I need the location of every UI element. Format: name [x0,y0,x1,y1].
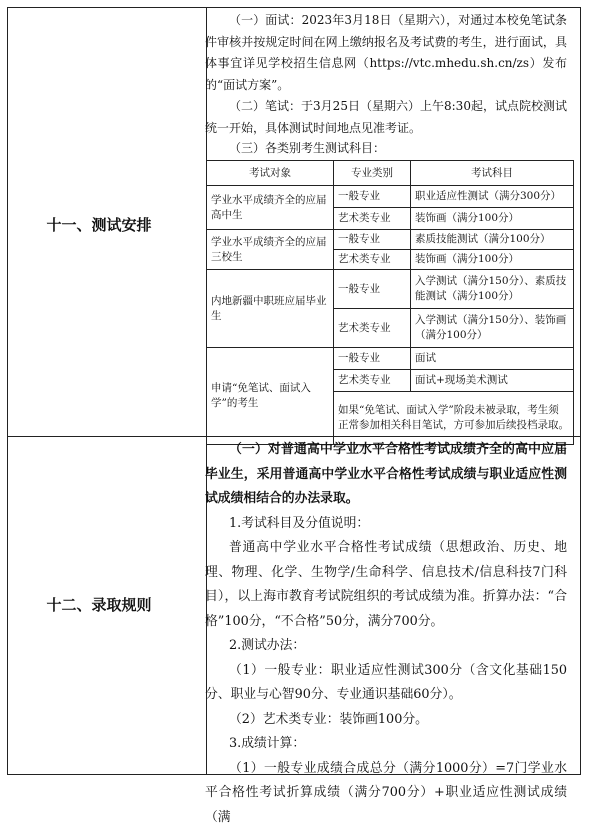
category-cell: 艺术类专业 [334,250,411,270]
subject-cell: 面试 [411,348,574,370]
table-row [207,348,574,370]
category-cell: 一般专业 [334,270,411,309]
rule-item: 2.测试办法： [205,634,567,659]
category-cell: 一般专业 [334,186,411,208]
subject-cell: 装饰画（满分100分） [411,250,574,270]
interview-paragraph: （一）面试：2023年3月18日（星期六），对通过本校免笔试条件审核并按规定时间在网上缴纳报名及考试费的考生，进行面试，具体事宜详见学校招生信息网（https://vtc.mhedu.sh.cn/zs）发布的“面试方案”。 [205,10,567,96]
target-cell: 内地新疆中职班应届毕业生 [207,270,334,348]
subject-cell: 素质技能测试（满分100分） [411,230,574,250]
rule-item: 普通高中学业水平合格性考试成绩（思想政治、历史、地理、物理、化学、生物学/生命科学、信息技术/信息科技7门科目），以上海市教育考试院组织的考试成绩为准。折算办法：“合格”100分，“不合格”50分，满分700分。 [205,536,567,634]
rule-item: 3.成绩计算： [205,732,567,757]
table-header-row [207,161,574,186]
target-cell: 申请“免笔试、面试入学”的考生 [207,348,334,445]
section-label-test-arrangement: 十一、测试安排 [0,214,198,235]
subject-cell: 入学测试（满分150分）、素质技能测试（满分100分） [411,270,574,309]
rule-item: 1.考试科目及分值说明： [205,512,567,537]
target-cell: 学业水平成绩齐全的应届三校生 [207,230,334,270]
test-arrangement-content [205,10,567,157]
admission-intro: （一）对普通高中学业水平合格性考试成绩齐全的高中应届毕业生，采用普通高中学业水平合格性考试成绩与职业适应性测试成绩相结合的办法录取。 [205,438,567,512]
section-label-admission-rules: 十二、录取规则 [0,594,198,615]
category-cell: 艺术类专业 [334,370,411,392]
table-row [207,230,574,250]
written-test-paragraph: （二）笔试：于3月25日（星期六）上午8:30起，试点院校测试统一开始，具体测试时间地点见准考证。 [205,96,567,139]
table-row [207,270,574,309]
rule-item: （1）一般专业：职业适应性测试300分（含文化基础150分、职业与心智90分、专业通识基础60分）。 [205,659,567,708]
subject-cell: 装饰画（满分100分） [411,208,574,230]
table-header-cell: 考试对象 [207,161,334,186]
note-cell: 如果“免笔试、面试入学”阶段未被录取，考生须正常参加相关科目笔试，方可参加后续投档录取。 [334,392,574,445]
category-cell: 艺术类专业 [334,309,411,348]
subjects-table [206,160,574,445]
rule-item: （2）艺术类专业：装饰画100分。 [205,708,567,733]
rule-item: （1）一般专业成绩合成总分（满分1000分）=7门学业水平合格性考试折算成绩（满分700分）+职业适应性测试成绩（满 [205,757,567,830]
subject-cell: 面试+现场美术测试 [411,370,574,392]
category-cell: 一般专业 [334,348,411,370]
subjects-heading: （三）各类别考生测试科目： [205,139,567,157]
admission-rules-content [205,438,567,830]
table-row [207,186,574,208]
category-cell: 艺术类专业 [334,208,411,230]
table-header-cell: 专业类别 [334,161,411,186]
category-cell: 一般专业 [334,230,411,250]
target-cell: 学业水平成绩齐全的应届高中生 [207,186,334,230]
subject-cell: 入学测试（满分150分）、装饰画（满分100分） [411,309,574,348]
table-header-cell: 考试科目 [411,161,574,186]
subject-cell: 职业适应性测试（满分300分） [411,186,574,208]
